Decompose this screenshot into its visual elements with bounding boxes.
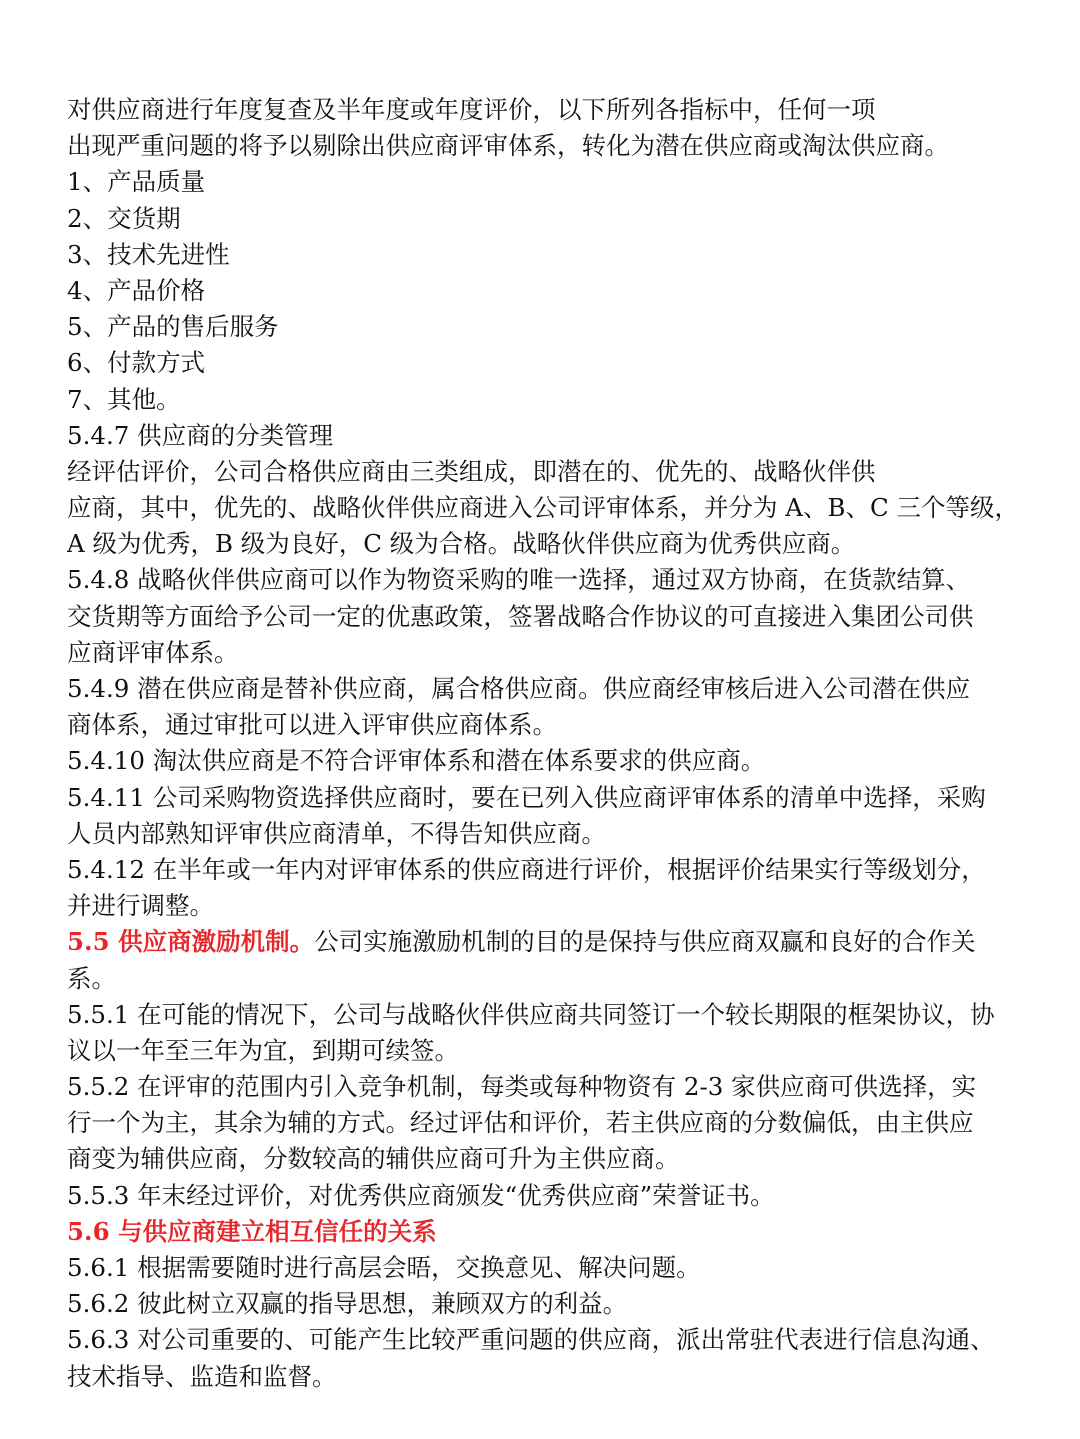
text-line: 商变为辅供应商，分数较高的辅供应商可升为主供应商。 bbox=[67, 1144, 680, 1174]
text-line: 5.4.9 潜在供应商是替补供应商，属合格供应商。供应商经审核后进入公司潜在供应 bbox=[67, 674, 971, 703]
section-5-6-1: 5.6.1 根据需要随时进行高层会晤，交换意见、解决问题。 bbox=[67, 1253, 701, 1282]
section-5-6-2: 5.6.2 彼此树立双赢的指导思想，兼顾双方的利益。 bbox=[67, 1289, 628, 1319]
text-line: 应商，其中，优先的、战略伙伴供应商进入公司评审体系，并分为 A、B、C 三个等级， bbox=[67, 493, 1020, 523]
section-5-5-3: 5.5.3 年末经过评价，对优秀供应商颁发“优秀供应商”荣誉证书。 bbox=[67, 1180, 775, 1210]
text-line: 并进行调整。 bbox=[67, 891, 214, 921]
text-line: 技术指导、监造和监督。 bbox=[67, 1361, 337, 1391]
text-line: 应商评审体系。 bbox=[67, 637, 239, 667]
text-line: 对供应商进行年度复查及半年度或年度评价，以下所列各指标中，任何一项 bbox=[67, 95, 876, 124]
section-5-6-3 bbox=[67, 1322, 1022, 1394]
text-line: 交货期等方面给予公司一定的优惠政策，签署战略合作协议的可直接进入集团公司供 bbox=[67, 601, 974, 631]
section-5-4-10: 5.4.10 淘汰供应商是不符合评审体系和潜在体系要求的供应商。 bbox=[67, 746, 766, 776]
criteria-item: 3、技术先进性 bbox=[67, 239, 230, 269]
criteria-list bbox=[67, 164, 1022, 417]
text-line: 5.4.8 战略伙伴供应商可以作为物资采购的唯一选择，通过双方协商，在货款结算、 bbox=[67, 565, 971, 595]
text-line: 5.4.11 公司采购物资选择供应商时，要在已列入供应商评审体系的清单中选择，采购 bbox=[67, 782, 986, 812]
text-line: 经评估评价，公司合格供应商由三类组成，即潜在的、优先的、战略伙伴供 bbox=[67, 456, 876, 486]
section-5-4-7-body bbox=[67, 454, 1022, 563]
criteria-item: 7、其他。 bbox=[67, 384, 181, 414]
criteria-item: 6、付款方式 bbox=[67, 348, 206, 378]
text-line: 系。 bbox=[67, 963, 116, 993]
section-5-5 bbox=[67, 924, 1022, 996]
criteria-item: 5、产品的售后服务 bbox=[67, 312, 279, 342]
text-line: 行一个为主，其余为辅的方式。经过评估和评价，若主供应商的分数偏低，由主供应 bbox=[67, 1108, 974, 1138]
section-5-4-9 bbox=[67, 671, 1022, 743]
text-line: 议以一年至三年为宜，到期可续签。 bbox=[67, 1035, 459, 1065]
text-line: A 级为优秀，B 级为良好，C 级为合格。战略伙伴供应商为优秀供应商。 bbox=[67, 529, 856, 559]
text-line: 5.5.2 在评审的范围内引入竞争机制，每类或每种物资有 2-3 家供应商可供选择，实 bbox=[67, 1072, 977, 1102]
section-5-5-1 bbox=[67, 997, 1022, 1069]
text-line: 出现严重问题的将予以剔除出供应商评审体系，转化为潜在供应商或淘汰供应商。 bbox=[67, 131, 949, 161]
document-page bbox=[67, 92, 1022, 1395]
section-5-4-7-title: 5.4.7 供应商的分类管理 bbox=[67, 420, 334, 450]
section-5-5-body-start: 公司实施激励机制的目的是保持与供应商双赢和良好的合作关 bbox=[314, 927, 976, 957]
criteria-item: 4、产品价格 bbox=[67, 275, 206, 305]
intro-paragraph bbox=[67, 92, 1022, 164]
criteria-item: 1、产品质量 bbox=[67, 167, 206, 197]
text-line: 5.6.3 对公司重要的、可能产生比较严重问题的供应商，派出常驻代表进行信息沟通、 bbox=[67, 1325, 995, 1355]
text-line bbox=[67, 924, 1022, 960]
text-line: 5.4.12 在半年或一年内对评审体系的供应商进行评价，根据评价结果实行等级划分， bbox=[67, 854, 986, 884]
section-5-4-8 bbox=[67, 562, 1022, 671]
section-5-6-heading: 5.6 与供应商建立相互信任的关系 bbox=[67, 1216, 437, 1246]
text-line: 人员内部熟知评审供应商清单，不得告知供应商。 bbox=[67, 818, 606, 848]
section-5-5-heading: 5.5 供应商激励机制。 bbox=[67, 927, 315, 957]
criteria-item: 2、交货期 bbox=[67, 203, 181, 233]
text-line: 5.5.1 在可能的情况下，公司与战略伙伴供应商共同签订一个较长期限的框架协议，协 bbox=[67, 999, 995, 1029]
section-5-5-2 bbox=[67, 1069, 1022, 1178]
section-5-4-12 bbox=[67, 852, 1022, 924]
text-line: 商体系，通过审批可以进入评审供应商体系。 bbox=[67, 710, 557, 740]
section-5-4-11 bbox=[67, 780, 1022, 852]
